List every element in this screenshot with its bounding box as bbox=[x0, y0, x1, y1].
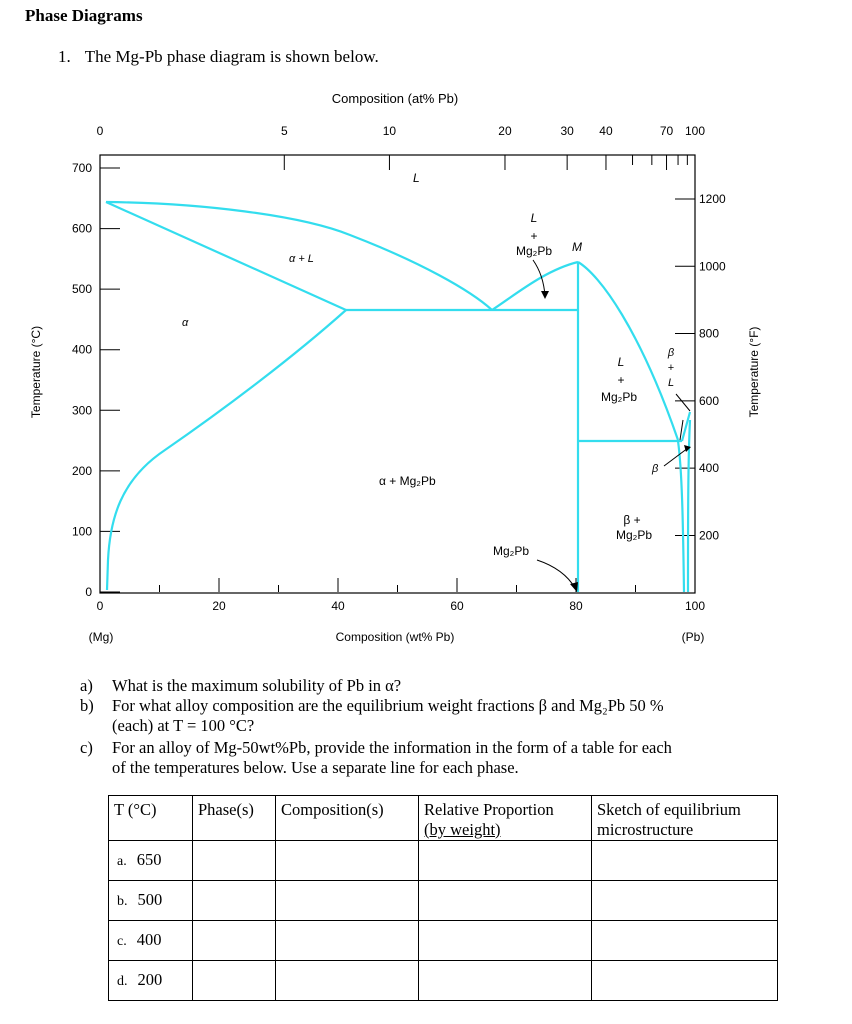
row-temp: d. 200 bbox=[109, 961, 193, 1001]
row-temp: a. 650 bbox=[109, 841, 193, 881]
header-compositions: Composition(s) bbox=[276, 796, 419, 841]
region-beta-mg2pb-bottom: Mg₂Pb bbox=[615, 528, 653, 542]
table-row bbox=[109, 961, 778, 1001]
cell-sketch[interactable] bbox=[592, 841, 778, 881]
left-tick-label: 600 bbox=[71, 221, 92, 236]
top-axis-ticks bbox=[97, 124, 706, 170]
mg2pb-liquidus-left bbox=[492, 262, 578, 310]
table-row bbox=[109, 881, 778, 921]
bottom-axis-label: Composition (wt% Pb) bbox=[335, 630, 455, 644]
alpha-solvus-line bbox=[107, 310, 346, 590]
top-tick-label: 70 bbox=[659, 124, 674, 138]
header-relative-line2: (by weight) bbox=[424, 820, 501, 839]
region-l-mg2pb-left-plus: + bbox=[530, 229, 538, 243]
header-relative-proportion bbox=[419, 796, 592, 841]
question-text: The Mg-Pb phase diagram is shown below. bbox=[84, 47, 379, 66]
row-temp: c. 400 bbox=[109, 921, 193, 961]
table-header-row bbox=[109, 796, 778, 841]
region-l-mg2pb-left-l: L bbox=[530, 211, 538, 225]
cell-sketch[interactable] bbox=[592, 921, 778, 961]
question-b-line2: (each) at T = 100 °C? bbox=[112, 716, 255, 735]
cell-phases[interactable] bbox=[193, 841, 276, 881]
left-tick-label: 300 bbox=[71, 403, 92, 418]
region-l-mg2pb-right-mg2pb: Mg₂Pb bbox=[600, 390, 638, 404]
region-l-mg2pb-right-plus: + bbox=[617, 373, 625, 387]
arrow-beta bbox=[664, 448, 688, 466]
top-axis-label: Composition (at% Pb) bbox=[331, 91, 459, 106]
arrow-beta-l bbox=[676, 394, 690, 411]
question-b bbox=[80, 696, 664, 736]
question-b-line1: For what alloy composition are the equilibrium weight fractions β and Mg₂Pb 50 % bbox=[112, 696, 664, 715]
page-title: Phase Diagrams bbox=[25, 6, 143, 25]
region-l-mg2pb-left-mg2pb: Mg₂Pb bbox=[515, 244, 553, 258]
question-a-text: What is the maximum solubility of Pb in α? bbox=[112, 676, 402, 695]
left-tick-label: 100 bbox=[71, 524, 92, 539]
question-b-label: b) bbox=[80, 696, 94, 715]
right-axis-label: Temperature (°F) bbox=[747, 326, 761, 418]
bottom-tick-label: 80 bbox=[569, 599, 583, 613]
question-c-label: c) bbox=[80, 738, 93, 757]
phase-diagram bbox=[0, 80, 852, 660]
beta-solvus-left bbox=[678, 441, 684, 592]
bottom-tick-label: 60 bbox=[450, 599, 464, 613]
question-number: 1. bbox=[58, 47, 71, 66]
cell-relative[interactable] bbox=[419, 921, 592, 961]
top-tick-label: 10 bbox=[382, 124, 397, 138]
mg2pb-liquidus-right bbox=[578, 262, 678, 440]
bottom-tick-label: 0 bbox=[96, 599, 104, 613]
cell-compositions[interactable] bbox=[276, 961, 419, 1001]
arrow-mg2pb-head bbox=[570, 582, 578, 592]
right-tick-label: 1000 bbox=[699, 259, 726, 274]
cell-compositions[interactable] bbox=[276, 841, 419, 881]
left-axis-ticks bbox=[72, 161, 120, 599]
cell-phases[interactable] bbox=[193, 921, 276, 961]
region-beta-l-beta: β bbox=[667, 347, 675, 359]
region-mg2pb-line: Mg₂Pb bbox=[492, 544, 530, 558]
cell-relative[interactable] bbox=[419, 961, 592, 1001]
left-tick-label: 500 bbox=[71, 282, 92, 297]
region-beta: β bbox=[652, 463, 659, 475]
pb-end-label: (Pb) bbox=[681, 630, 705, 644]
cell-phases[interactable] bbox=[193, 961, 276, 1001]
region-beta-l-plus: + bbox=[667, 362, 675, 374]
left-tick-label: 0 bbox=[85, 585, 92, 599]
question-c-line2: of the temperatures below. Use a separate line for each phase. bbox=[112, 758, 519, 777]
question-c-line1: For an alloy of Mg-50wt%Pb, provide the information in the form of a table for each bbox=[112, 738, 672, 757]
plot-frame bbox=[100, 155, 695, 593]
cell-relative[interactable] bbox=[419, 841, 592, 881]
header-sketch-line2: microstructure bbox=[597, 820, 694, 839]
right-tick-label: 1200 bbox=[699, 191, 726, 206]
question-a-label: a) bbox=[80, 676, 93, 695]
bottom-axis-ticks bbox=[97, 578, 706, 613]
left-tick-label: 700 bbox=[71, 161, 92, 175]
cell-compositions[interactable] bbox=[276, 921, 419, 961]
arrow-mg2pb bbox=[537, 560, 575, 588]
arrow-l-mg2pb-head bbox=[541, 291, 549, 299]
top-tick-label: 20 bbox=[498, 124, 512, 138]
top-tick-label: 0 bbox=[96, 124, 104, 138]
table-row bbox=[109, 921, 778, 961]
header-sketch-line1: Sketch of equilibrium bbox=[597, 800, 741, 819]
top-tick-label: 5 bbox=[280, 124, 288, 138]
cell-compositions[interactable] bbox=[276, 881, 419, 921]
row-temp: b. 500 bbox=[109, 881, 193, 921]
top-tick-label: 100 bbox=[684, 124, 706, 138]
cell-relative[interactable] bbox=[419, 881, 592, 921]
top-tick-label: 30 bbox=[560, 124, 574, 138]
right-tick-label: 800 bbox=[699, 326, 720, 341]
question-a bbox=[80, 676, 401, 696]
point-m-label: M bbox=[572, 240, 582, 254]
header-sketch bbox=[592, 796, 778, 841]
mg-end-label: (Mg) bbox=[88, 630, 114, 644]
region-alpha-liquid: α + L bbox=[289, 253, 314, 265]
left-tick-label: 200 bbox=[71, 463, 92, 478]
cell-phases[interactable] bbox=[193, 881, 276, 921]
right-tick-label: 400 bbox=[699, 461, 720, 476]
top-tick-label: 40 bbox=[599, 124, 613, 138]
header-temp: T (°C) bbox=[109, 796, 193, 841]
question-c bbox=[80, 738, 672, 778]
left-axis-label: Temperature (°C) bbox=[29, 325, 43, 419]
bottom-tick-label: 20 bbox=[212, 599, 226, 613]
cell-sketch[interactable] bbox=[592, 881, 778, 921]
header-relative-line1: Relative Proportion bbox=[424, 800, 554, 819]
header-phases: Phase(s) bbox=[193, 796, 276, 841]
bottom-tick-label: 100 bbox=[684, 599, 706, 613]
answer-table bbox=[108, 795, 778, 1001]
region-alpha: α bbox=[182, 317, 189, 329]
region-liquid: L bbox=[413, 171, 420, 185]
left-tick-label: 400 bbox=[71, 342, 92, 357]
cell-sketch[interactable] bbox=[592, 961, 778, 1001]
region-alpha-mg2pb: α + Mg₂Pb bbox=[379, 474, 436, 488]
right-tick-label: 200 bbox=[699, 528, 720, 543]
region-l-mg2pb-right-l: L bbox=[617, 355, 625, 369]
bottom-tick-label: 40 bbox=[331, 599, 345, 613]
right-axis-ticks bbox=[675, 192, 726, 543]
table-row bbox=[109, 841, 778, 881]
right-tick-label: 600 bbox=[699, 393, 720, 408]
region-beta-mg2pb-top: β + bbox=[623, 513, 641, 527]
beta-solvus-right bbox=[688, 420, 690, 592]
region-beta-l-l: L bbox=[667, 377, 675, 389]
question-1 bbox=[58, 47, 379, 67]
